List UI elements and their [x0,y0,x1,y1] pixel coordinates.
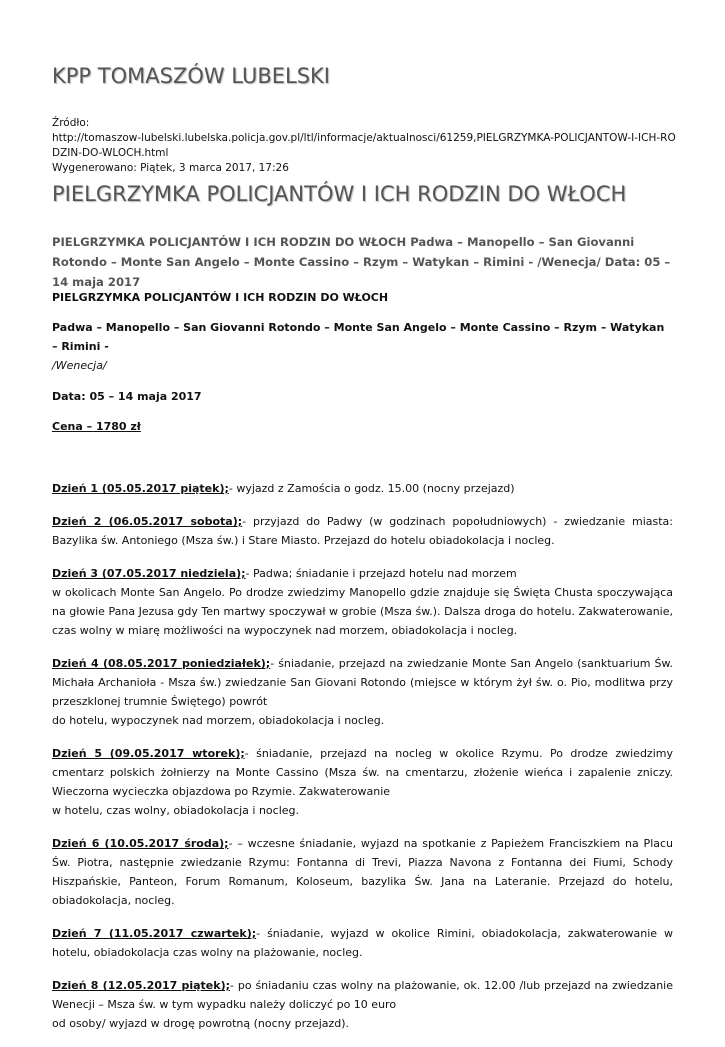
body-heading: PIELGRZYMKA POLICJANTÓW I ICH RODZIN DO WŁOCH [52,291,389,304]
day-6 [52,834,673,910]
day-7 [52,924,673,962]
day-4 [52,654,673,730]
day-5-text: - śniadanie, przejazd na nocleg w okolice Rzymu. Po drodze zwiedzimy cmentarz polskich żołnierzy na Monte Cassino (Msza św. na cmentarzu, złożenie wieńca i zapalenie zniczy. Wieczorna wycieczka objazdowa po Rzymie. Zakwaterowanie [52,747,673,798]
day-3-label: Dzień 3 (07.05.2017 niedziela); [52,567,246,580]
day-1 [52,479,673,498]
day-2 [52,512,673,550]
day-5 [52,744,673,820]
day-1-text: - wyjazd z Zamościa o godz. 15.00 (nocny przejazd) [228,482,515,495]
day-7-label: Dzień 7 (11.05.2017 czwartek); [52,927,257,940]
day-6-label: Dzień 6 (10.05.2017 środa); [52,837,229,850]
day-2-label: Dzień 2 (06.05.2017 sobota); [52,515,243,528]
day-3 [52,564,673,640]
day-8-label: Dzień 8 (12.05.2017 piątek); [52,979,231,992]
day-1-label: Dzień 1 (05.05.2017 piątek); [52,482,229,495]
source-label: Źródło: [52,117,90,129]
day-2-text: - przyjazd do Padwy (w godzinach popołudniowych) - zwiedzanie miasta: Bazylika św. Antoniego (Msza św.) i Stare Miasto. Przejazd do hotelu obiadokolacja i nocleg. [52,515,673,547]
route-text: Padwa – Manopello – San Giovanni Rotondo – Monte San Angelo – Monte Cassino – Rzym – Watykan – Rimini - [52,321,665,353]
day-7-text: - śniadanie, wyjazd w okolice Rimini, obiadokolacja, zakwaterowanie w hotelu, obiadokolacja czas wolny na plażowanie, nocleg. [52,927,674,959]
article-title: PIELGRZYMKA POLICJANTÓW I ICH RODZIN DO WŁOCH [52,182,627,206]
source-meta [52,116,682,176]
day-8-text: - po śniadaniu czas wolny na plażowanie, ok. 12.00 /lub przejazd na zwiedzanie Wenecji – Msza św. w tym wypadku należy doliczyć po 10 euro [52,979,673,1011]
route-extra: /Wenecja/ [52,359,107,372]
day-6-text: - – wczesne śniadanie, wyjazd na spotkanie z Papieżem Franciszkiem na Placu Św. Piotra, następnie zwiedzanie Rzymu: Fontanna di Trevi, Piazza Navona z Fontanna dei Fiumi, Schody Hiszpańskie, Panteon, Forum Romanum, Koloseum, bazylika Św. Jana na Lateranie. Przejazd do hotelu, obiadokolacja, nocleg. [52,837,674,907]
day-8-text-cont: od osoby/ wyjazd w drogę powrotną (nocny przejazd). [52,1017,350,1030]
day-3-text-cont: w okolicach Monte San Angelo. Po drodze zwiedzimy Manopello gdzie znajduje się Święta Chusta spoczywająca na głowie Pana Jezusa gdy Ten martwy spoczywał w grobie (Msza św.). Dalsza droga do hotelu. Zakwaterowanie, czas wolny w miarę możliwości na wypoczynek nad morzem, obiadokolacja i nocleg. [52,586,673,637]
day-4-label: Dzień 4 (08.05.2017 poniedziałek); [52,657,271,670]
generated-date: Wygenerowano: Piątek, 3 marca 2017, 17:26 [52,162,289,174]
site-title: KPP TOMASZÓW LUBELSKI [52,64,330,88]
trip-price: Cena – 1780 zł [52,420,141,433]
day-8 [52,976,673,1033]
article-body [52,288,673,1047]
article-lead: PIELGRZYMKA POLICJANTÓW I ICH RODZIN DO WŁOCH Padwa – Manopello – San Giovanni Rotondo – Monte San Angelo – Monte Cassino – Rzym – Watykan – Rimini - /Wenecja/ Data: 05 – 14 maja 2017 [52,235,671,289]
day-5-text-cont: w hotelu, czas wolny, obiadokolacja i nocleg. [52,804,300,817]
day-5-label: Dzień 5 (09.05.2017 wtorek); [52,747,245,760]
day-4-text: - śniadanie, przejazd na zwiedzanie Monte San Angelo (sanktuarium Św. Michała Archanioła - Msza św.) zwiedzanie San Giovani Rotondo (miejsce w którym żył św. o. Pio, modlitwa przy przeszklonej trumnie Świętego) powrót [52,657,673,708]
source-url[interactable]: http://tomaszow-lubelski.lubelska.policja.gov.pl/ltl/informacje/aktualnosci/61259,PIELGRZYMKA-POLICJANTOW-I-ICH-RODZIN-DO-WLOCH.html [52,132,676,159]
trip-date: Data: 05 – 14 maja 2017 [52,390,202,403]
day-3-text: - Padwa; śniadanie i przejazd hotelu nad morzem [245,567,517,580]
route-paragraph [52,318,673,375]
day-4-text-cont: do hotelu, wypoczynek nad morzem, obiadokolacja i nocleg. [52,714,385,727]
